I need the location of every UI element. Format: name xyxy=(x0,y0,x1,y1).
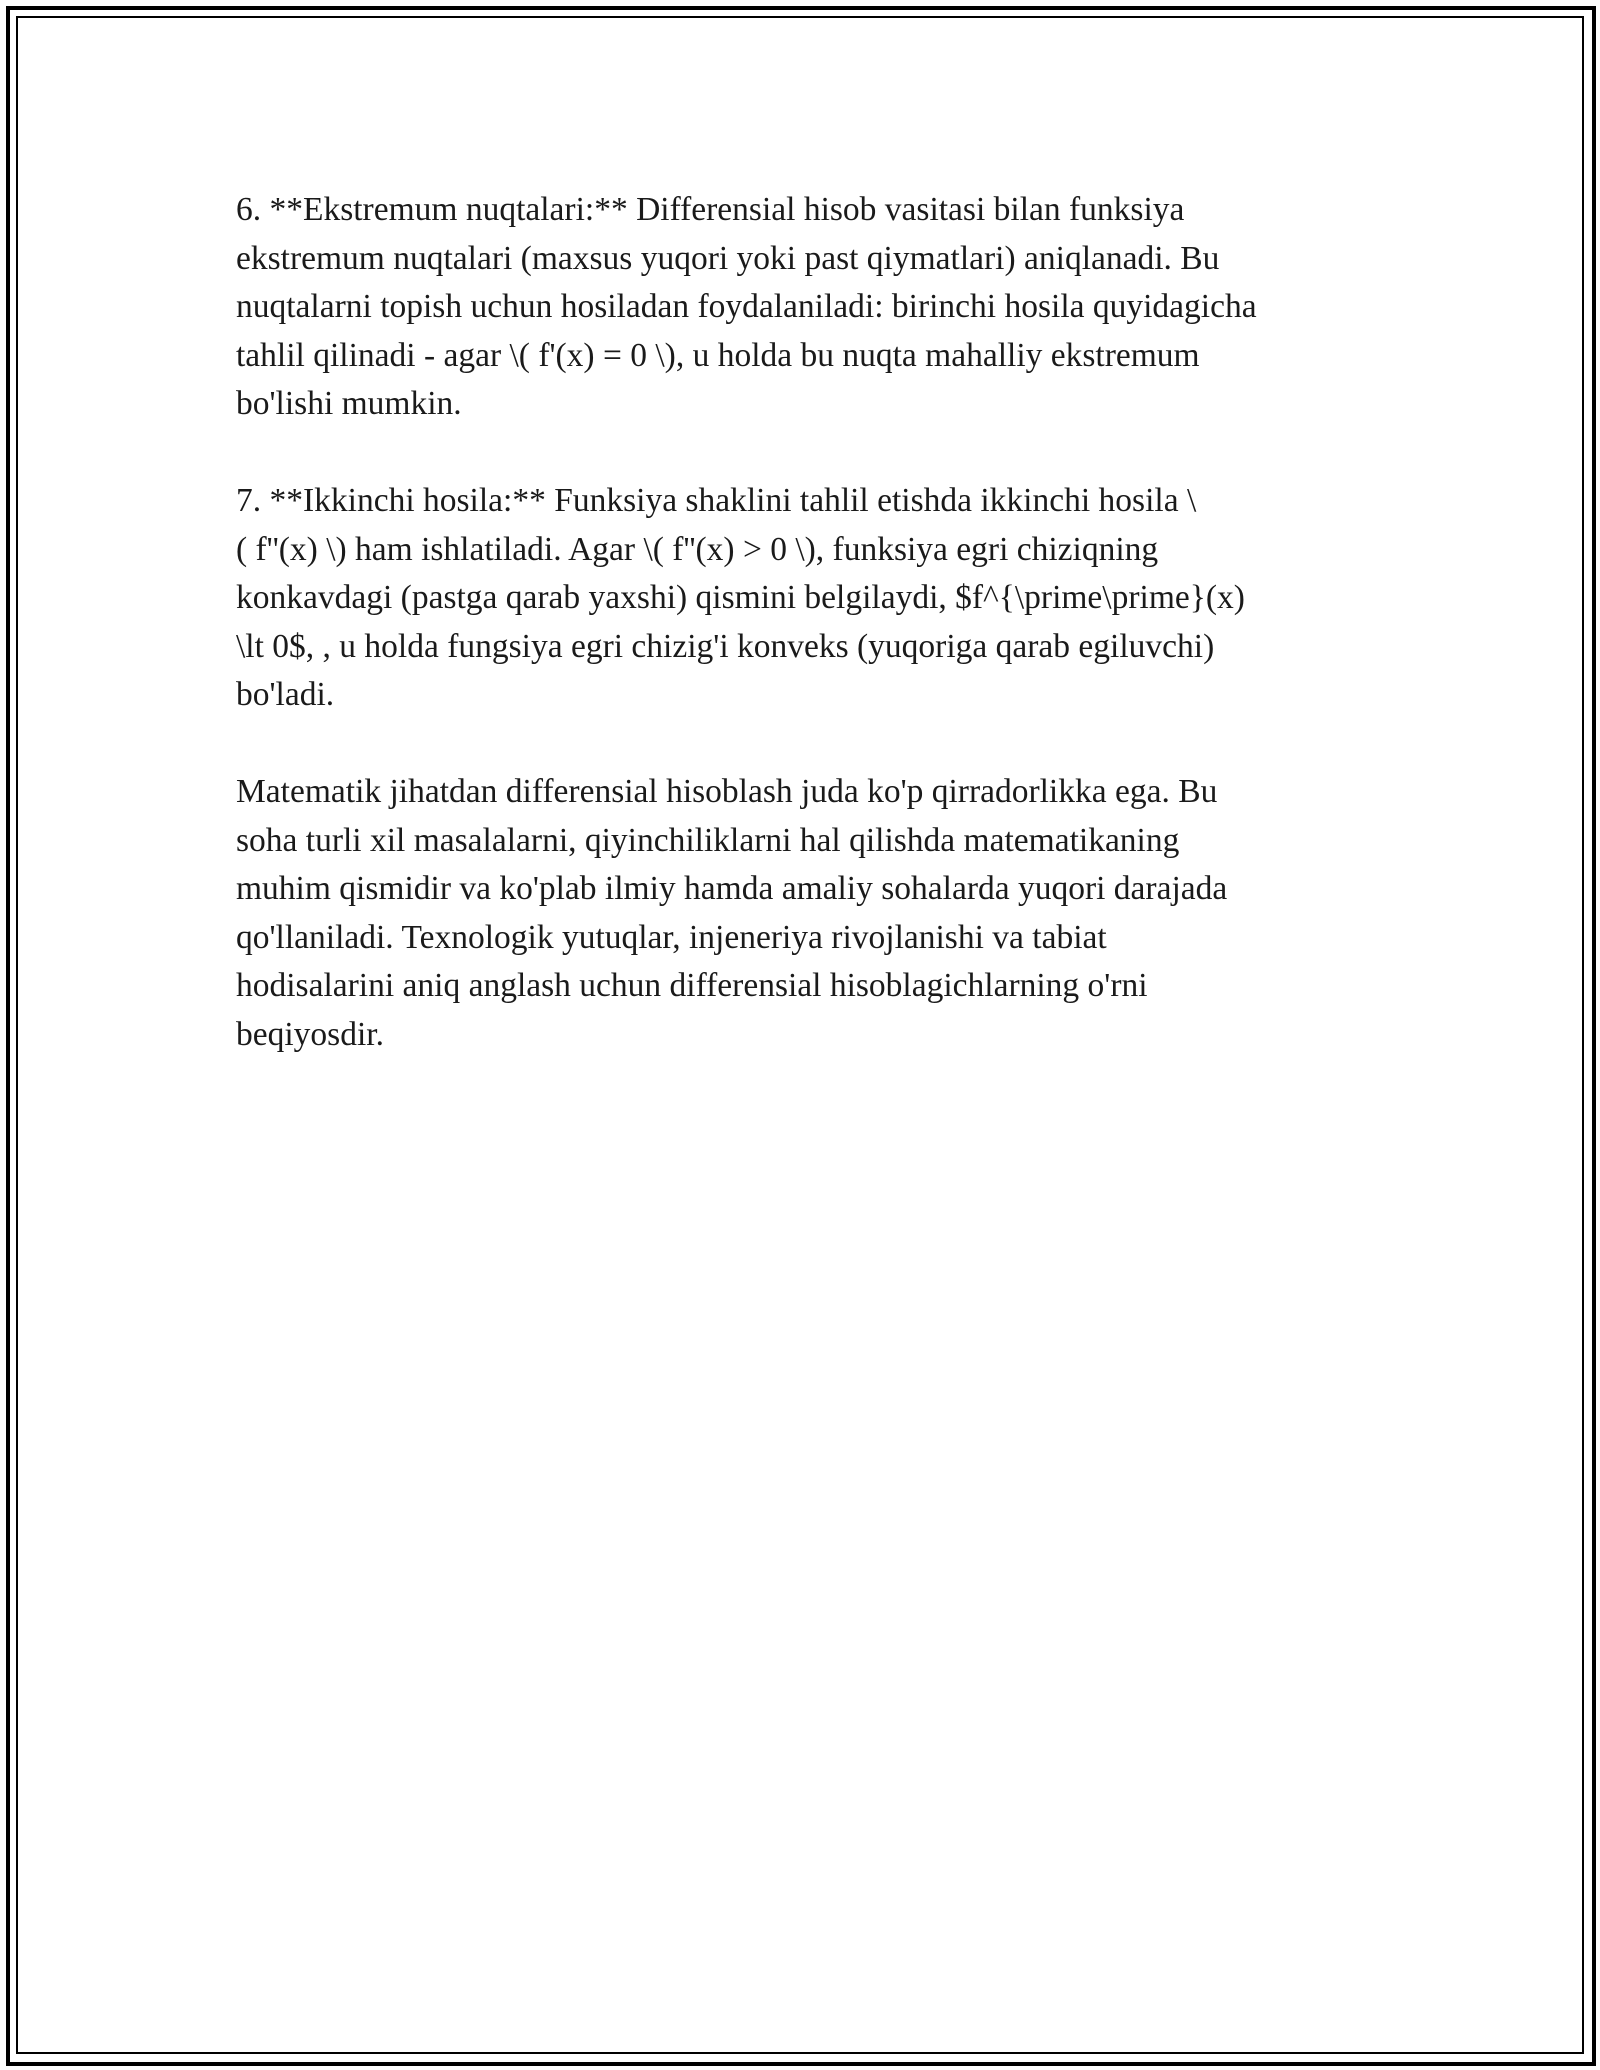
text-line: bo'ladi. xyxy=(236,676,335,713)
text-line: ekstremum nuqtalari (maxsus yuqori yoki past qiymatlari) aniqlanadi. Bu xyxy=(236,239,1220,277)
text-line: ( f''(x) \) ham ishlatiladi. Agar \( f''(x) > 0 \), funksiya egri chiziqning xyxy=(236,530,1159,568)
text-line: beqiyosdir. xyxy=(236,1015,384,1053)
text-line: nuqtalarni topish uchun hosiladan foydalaniladi: birinchi hosila quyidagicha xyxy=(236,288,1257,325)
paragraph-conclusion xyxy=(236,768,1396,1059)
text-line: muhim qismidir va ko'plab ilmiy hamda amaliy sohalarda yuqori darajada xyxy=(236,870,1228,907)
document-body xyxy=(236,186,1396,1108)
text-line: 6. **Ekstremum nuqtalari:** Differensial hisob vasitasi bilan funksiya xyxy=(236,191,1185,228)
text-line: tahlil qilinadi - agar \( f'(x) = 0 \), u holda bu nuqta mahalliy ekstremum xyxy=(236,336,1200,374)
text-line: Matematik jihatdan differensial hisoblash juda ko'p qirradorlikka ega. Bu xyxy=(236,773,1218,810)
text-line: \lt 0$, , u holda fungsiya egri chizig'i konveks (yuqoriga qarab egiluvchi) xyxy=(236,627,1215,665)
paragraph-extremum-points xyxy=(236,186,1396,429)
text-line: soha turli xil masalalarni, qiyinchiliklarni hal qilishda matematikaning xyxy=(236,821,1180,859)
text-line: qo'llaniladi. Texnologik yutuqlar, injeneriya rivojlanishi va tabiat xyxy=(236,918,1107,956)
text-line: hodisalarini aniq anglash uchun differensial hisoblagichlarning o'rni xyxy=(236,967,1148,1004)
text-line: 7. **Ikkinchi hosila:** Funksiya shaklini tahlil etishda ikkinchi hosila \ xyxy=(236,482,1197,519)
text-line: konkavdagi (pastga qarab yaxshi) qismini belgilaydi, $f^{\prime\prime}(x) xyxy=(236,579,1245,616)
text-line: bo'lishi mumkin. xyxy=(236,385,462,422)
paragraph-second-derivative xyxy=(236,477,1396,720)
